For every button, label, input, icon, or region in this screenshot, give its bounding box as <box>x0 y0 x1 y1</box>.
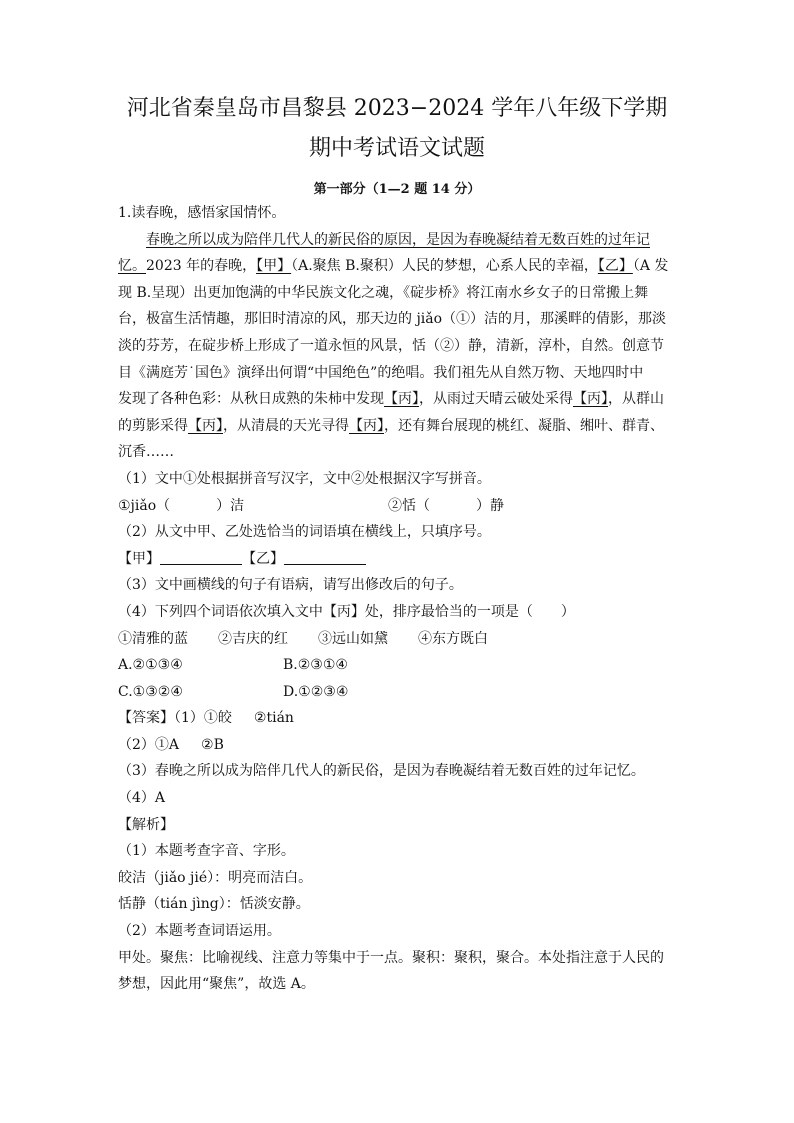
analysis-line-3: 恬静（tián jìng）：恬淡安静。 <box>118 896 310 913</box>
analysis-line-1: （1）本题考查字音、字形。 <box>118 843 295 860</box>
blank-bing: 【丙】 <box>349 417 384 434</box>
analysis-line-4: （2）本题考查词语运用。 <box>118 923 281 940</box>
passage-line-4: 台，极富生活情趣，那旧时清凉的风，那天边的 jiǎo（①）洁的月，那溪畔的倩影，那淡 <box>118 311 667 328</box>
answer-2: （2）①A ②B <box>118 736 224 753</box>
analysis-label: 【解析】 <box>118 816 174 833</box>
passage-line-7: 发现了各种色彩：从秋日成熟的朱柿中发现【丙】，从雨过天晴云破处采得【丙】，从群山 <box>118 391 664 408</box>
sub-question-2: （2）从文中甲、乙处选恰当的词语填在横线上，只填序号。 <box>118 524 491 541</box>
answer-1: 【答案】（1）①皎 ②tián <box>118 710 294 727</box>
document-page <box>118 92 676 998</box>
underlined-sentence: 春晚之所以成为陪伴几代人的新民俗的原因，是因为春晚凝结着无数百姓的过年记 <box>146 231 650 248</box>
analysis-line-6: 梦想，因此用“聚焦”，故选 A。 <box>118 976 315 993</box>
answer-3: （3）春晚之所以成为陪伴几代人的新民俗，是因为春晚凝结着无数百姓的过年记忆。 <box>118 763 645 780</box>
passage-line-3: 现 B.呈现）出更加饱满的中华民族文化之魂，《碇步桥》将江南水乡女子的日常搬上舞 <box>118 284 649 301</box>
passage-line-9: 沉香…… <box>118 444 174 461</box>
blank-bing: 【丙】 <box>384 391 419 408</box>
blank-bing: 【丙】 <box>573 391 608 408</box>
blank-jia: 【甲】 <box>256 258 292 275</box>
blank-yi: 【乙】 <box>597 258 633 275</box>
question-1-stem: 1.读春晚，感悟家国情怀。 <box>118 205 286 221</box>
blank-bing: 【丙】 <box>188 417 223 434</box>
sub-question-4: （4）下列四个词语依次填入文中【丙】处，排序最恰当的一项是（ ） <box>118 603 575 620</box>
sub-question-2-blanks: 【甲】 【乙】 <box>118 546 676 573</box>
choices-row-1: A.②①③④ B.②③①④ <box>118 657 348 674</box>
title-line-1: 河北省秦皇岛市昌黎县 2023−2024 学年八年级下学期 <box>126 96 668 121</box>
choices-row-2: C.①③②④ D.①②③④ <box>118 683 349 700</box>
passage-line-2: 忆。2023 年的春晚，【甲】（A.聚焦 B.聚积）人民的梦想，心系人民的幸福，【乙】（A 发 <box>118 258 669 275</box>
passage-line-8: 的剪影采得【丙】，从清晨的天光寻得【丙】，还有舞台展现的桃红、凝脂、缃叶、群青、 <box>118 417 664 434</box>
analysis-line-5: 甲处。聚焦：比喻视线、注意力等集中于一点。聚积：聚积，聚合。本处指注意于人民的 <box>118 949 664 966</box>
analysis-line-2: 皎洁（jiǎo jié）：明亮而洁白。 <box>118 869 313 886</box>
word-options: ①清雅的蓝 ②吉庆的红 ③远山如黛 ④东方既白 <box>118 630 488 647</box>
answer-blank-yi <box>284 550 366 565</box>
answer-blank-jia <box>160 550 242 565</box>
passage-line-6: 目《满庭芳˙国色》演绎出何谓“中国绝色”的绝唱。我们祖先从自然万物、天地四时中 <box>118 364 644 381</box>
passage-line-1 <box>118 227 676 254</box>
underlined-sentence-end: 忆。 <box>118 258 146 275</box>
section-heading: 第一部分（1—2 题 14 分） <box>313 182 481 197</box>
answer-4: （4）A <box>118 790 166 807</box>
sub-question-1: （1）文中①处根据拼音写汉字，文中②处根据汉字写拼音。 <box>118 470 491 487</box>
sub-question-1-blanks: ①jiǎo（ ）洁 ②恬（ ）静 <box>118 497 504 514</box>
passage-line-5: 淡的芬芳，在碇步桥上形成了一道永恒的风景，恬（②）静，清新，淳朴，自然。创意节 <box>118 337 664 354</box>
sub-question-3: （3）文中画横线的句子有语病，请写出修改后的句子。 <box>118 577 463 594</box>
title-line-2: 期中考试语文试题 <box>308 136 485 161</box>
